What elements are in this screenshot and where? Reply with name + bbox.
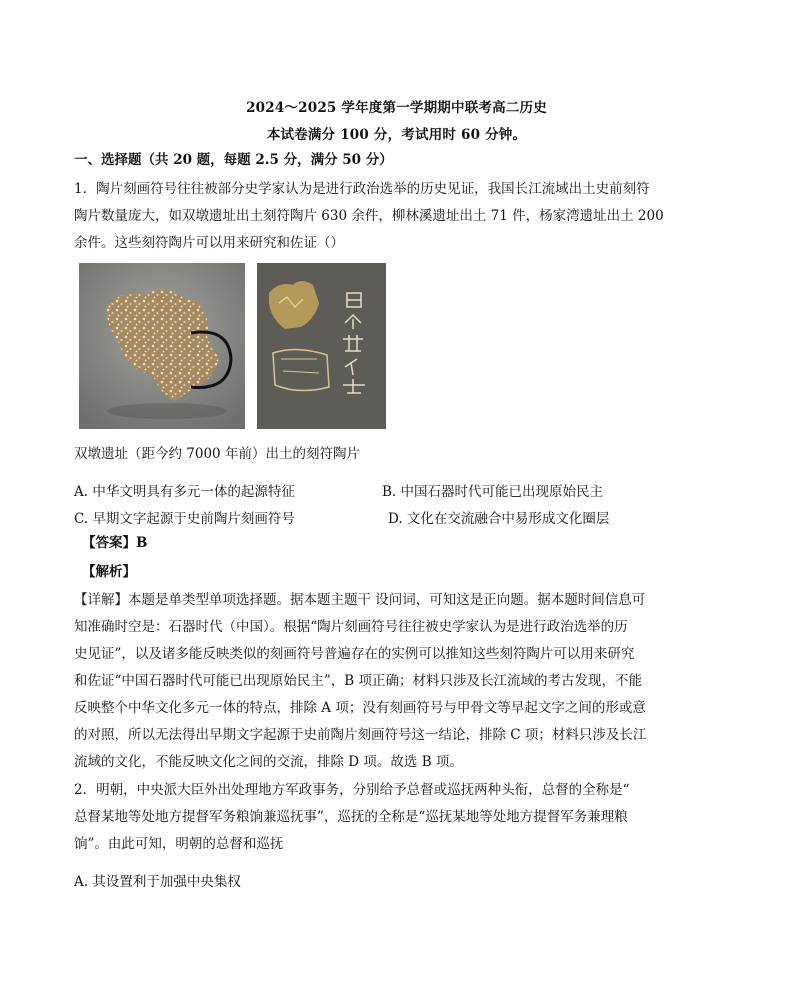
q1-detail-line-6: 的对照，所以无法得出早期文字起源于史前陶片刻画符号这一结论，排除 C 项；材料只涉及长江	[74, 727, 647, 743]
q1-option-d: D. 文化在交流融合中易形成文化圈层	[388, 511, 610, 527]
engraved-symbols-illustration	[257, 263, 386, 429]
q1-option-b: B. 中国石器时代可能已出现原始民主	[382, 484, 604, 500]
q1-analysis-label: 【解析】	[82, 564, 136, 580]
q2-stem-line-1: 2．明朝，中央派大臣外出处理地方军政事务，分别给予总督或巡抚两种头衔，总督的全称是“	[74, 782, 630, 798]
engraved-symbols-photo	[257, 263, 386, 429]
q2-stem-line-2: 总督某地等处地方提督军务粮饷兼巡抚事”，巡抚的全称是“巡抚某地等处地方提督军务兼理粮	[74, 809, 628, 825]
q1-detail-line-1: 【详解】本题是单类型单项选择题。据本题主题干 设问词，可知这是正向题。据本题时间信息可	[74, 592, 646, 608]
image-caption: 双墩遗址（距今约 7000 年前）出土的刻符陶片	[74, 446, 360, 462]
q1-detail-line-4: 和佐证“中国石器时代可能已出现原始民主”，B 项正确；材料只涉及长江流域的考古发现，不能	[74, 673, 643, 689]
q2-stem-line-3: 饷”。由此可知，明朝的总督和巡抚	[74, 836, 284, 852]
q2-option-a: A. 其设置利于加强中央集权	[74, 874, 241, 890]
q1-detail-line-2: 知准确时空是：石器时代（中国）。根据“陶片刻画符号往往被史学家认为是进行政治选举的历	[74, 619, 628, 635]
q1-stem-line-3: 余件。这些刻符陶片可以用来研究和佐证（）	[74, 235, 344, 251]
q1-answer: 【答案】B	[82, 535, 148, 551]
q1-detail-line-7: 流域的文化，不能反映文化之间的交流，排除 D 项。故选 B 项。	[74, 754, 463, 770]
q1-option-a: A. 中华文明具有多元一体的起源特征	[74, 484, 295, 500]
pottery-shard-illustration	[79, 263, 245, 429]
q1-option-c: C. 早期文字起源于史前陶片刻画符号	[74, 511, 295, 527]
pottery-shard-photo	[79, 263, 245, 429]
q1-stem-line-2: 陶片数量庞大，如双墩遗址出土刻符陶片 630 余件，柳林溪遗址出土 71 件，杨家湾遗址出土 200	[74, 208, 664, 224]
section-heading: 一、选择题（共 20 题，每题 2.5 分，满分 50 分）	[74, 152, 393, 168]
q1-stem-line-1: 1．陶片刻画符号往往被部分史学家认为是进行政治选举的历史见证，我国长江流域出土史前刻符	[74, 181, 650, 197]
q1-detail-line-5: 反映整个中华文化多元一体的特点，排除 A 项；没有刻画符号与甲骨文等早起文字之间的形或意	[74, 700, 646, 716]
q1-detail-line-3: 史见证”，以及诸多能反映类似的刻画符号普遍存在的实例可以推知这些刻符陶片可以用来研究	[74, 646, 635, 662]
exam-subtitle: 本试卷满分 100 分，考试用时 60 分钟。	[266, 127, 527, 143]
exam-title: 2024～2025 学年度第一学期期中联考高二历史	[246, 100, 547, 116]
